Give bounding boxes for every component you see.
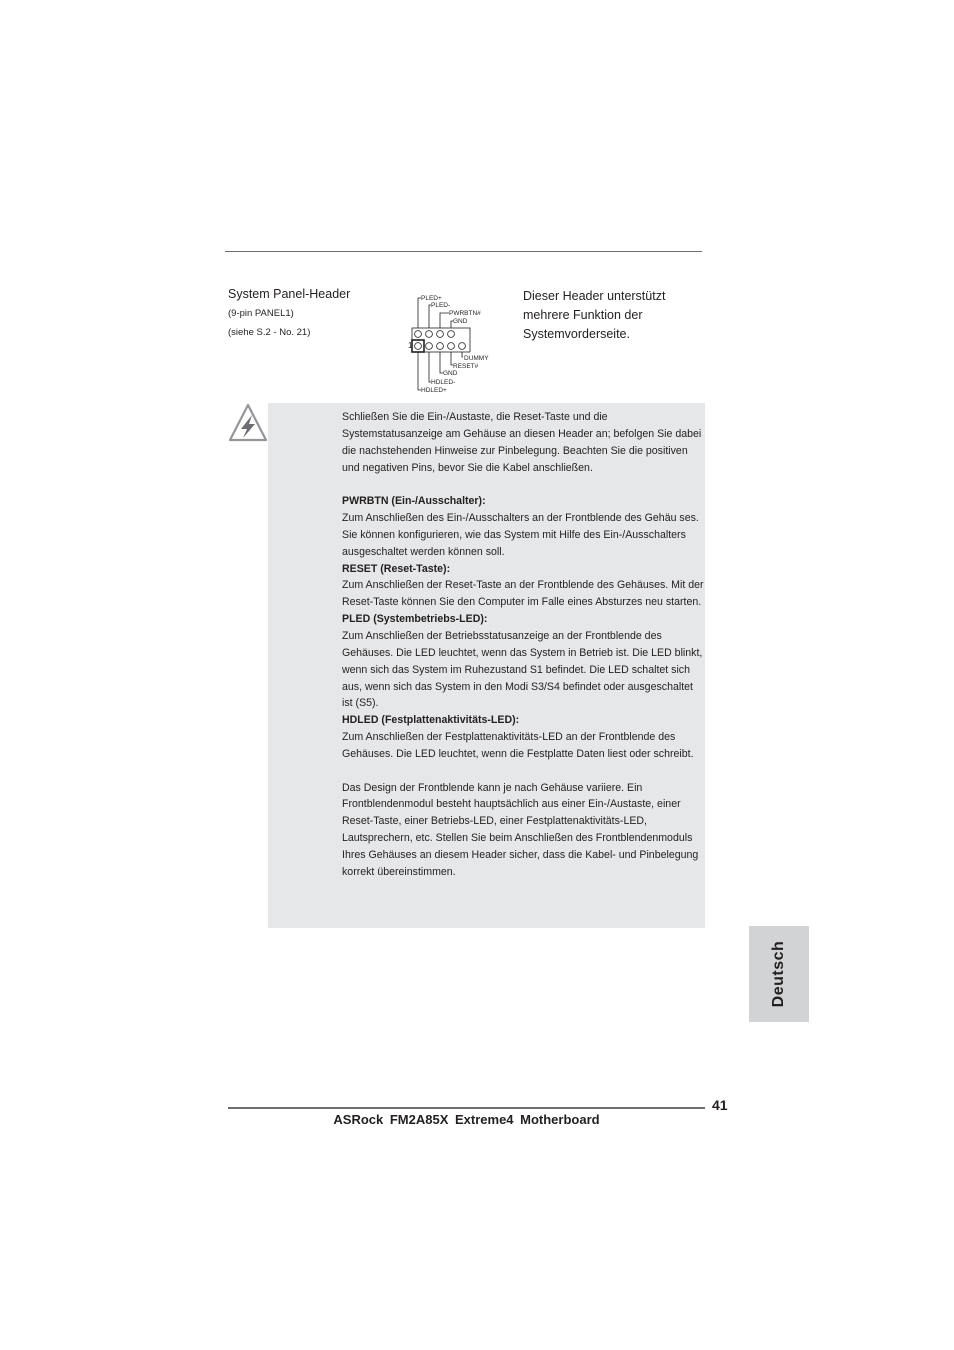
caution-lightning-icon [226, 402, 270, 442]
section-subtitle-ref: (siehe S.2 - No. 21) [228, 327, 311, 338]
pin1-marker: 1 [408, 341, 413, 350]
label-pwrbtn: PWRBTN# [449, 310, 481, 317]
top-divider [225, 251, 702, 252]
hdled-heading: HDLED (Festplattenaktivitäts-LED): [342, 714, 520, 727]
pin1-box [412, 340, 424, 352]
footer-product-name: ASRock FM2A85X Extreme4 Motherboard [333, 1112, 600, 1127]
pled-text: Zum Anschließen der Betriebsstatusanzeige an der Frontblende des Gehäuses. Die LED leuchtet, wenn das System in Betrieb ist. Die LED blinkt, wenn sich das System im Ruhezustand S1 befindet. Die LED schaltet sich aus, wenn sich das System in den Modi S3/S4 befindet oder ausgeschaltet ist (S5). [342, 629, 703, 710]
label-hdled-minus: HDLED- [431, 379, 456, 386]
note-text [342, 409, 704, 881]
label-dummy: DUMMY [464, 355, 489, 362]
pled-heading: PLED (Systembetriebs-LED): [342, 613, 488, 626]
reset-text: Zum Anschließen der Reset-Taste an der Frontblende des Gehäuses. Mit der Reset-Taste können Sie den Computer im Falle eines Absturzes neu starten. [342, 579, 704, 609]
panel-header-pin-diagram [405, 290, 497, 394]
language-side-tab-label: Deutsch [770, 940, 787, 1008]
label-reset: RESET# [453, 363, 479, 370]
language-side-tab [749, 926, 809, 1022]
section-subtitle-pin: (9-pin PANEL1) [228, 308, 294, 319]
hdled-text: Zum Anschließen der Festplattenaktivitäts-LED an der Frontblende des Gehäuses. Die LED leuchtet, wenn die Festplatte Daten liest oder schreibt. [342, 731, 694, 760]
section-description: Dieser Header unterstützt mehrere Funktion der Systemvorderseite. [523, 289, 666, 341]
footer-divider [228, 1107, 705, 1109]
label-pled-minus: PLED- [431, 302, 451, 309]
label-hdled-plus: HDLED+ [421, 387, 447, 394]
label-pled-plus: PLED+ [421, 295, 442, 302]
pwrbtn-text: Zum Anschließen des Ein-/Ausschalters an der Frontblende des Gehäu ses. Sie können konfigurieren, wie das System mit Hilfe des Ein-/Ausschalters ausgeschaltet werden können soll. [342, 512, 699, 558]
pwrbtn-heading: PWRBTN (Ein-/Ausschalter): [342, 495, 486, 508]
label-gnd-bottom: GND [443, 370, 458, 377]
section-title: System Panel-Header [228, 287, 351, 301]
label-gnd-top: GND [453, 318, 468, 325]
reset-heading: RESET (Reset-Taste): [342, 562, 451, 575]
page-number: 41 [712, 1097, 728, 1113]
note-closing: Das Design der Frontblende kann je nach Gehäuse variiere. Ein Frontblendenmodul besteht hauptsächlich aus einer Ein-/Austaste, einer Reset-Taste, einer Betriebs-LED, einer Festplattenaktivitäts-LED, Lautsprechern, etc. Stellen Sie beim Anschließen des Frontblendenmoduls Ihres Gehäuses an diesem Header sicher, dass die Kabel- und Pinbelegung korrekt übereinstimmen. [342, 781, 699, 878]
note-intro: Schließen Sie die Ein-/Austaste, die Reset-Taste und die Systemstatusanzeige am Gehäuse an diesen Header an; befolgen Sie dabei die nachstehenden Hinweise zur Pinbelegung. Beachten Sie die positiven und negativen Pins, bevor Sie die Kabel anschließen. [342, 411, 702, 474]
